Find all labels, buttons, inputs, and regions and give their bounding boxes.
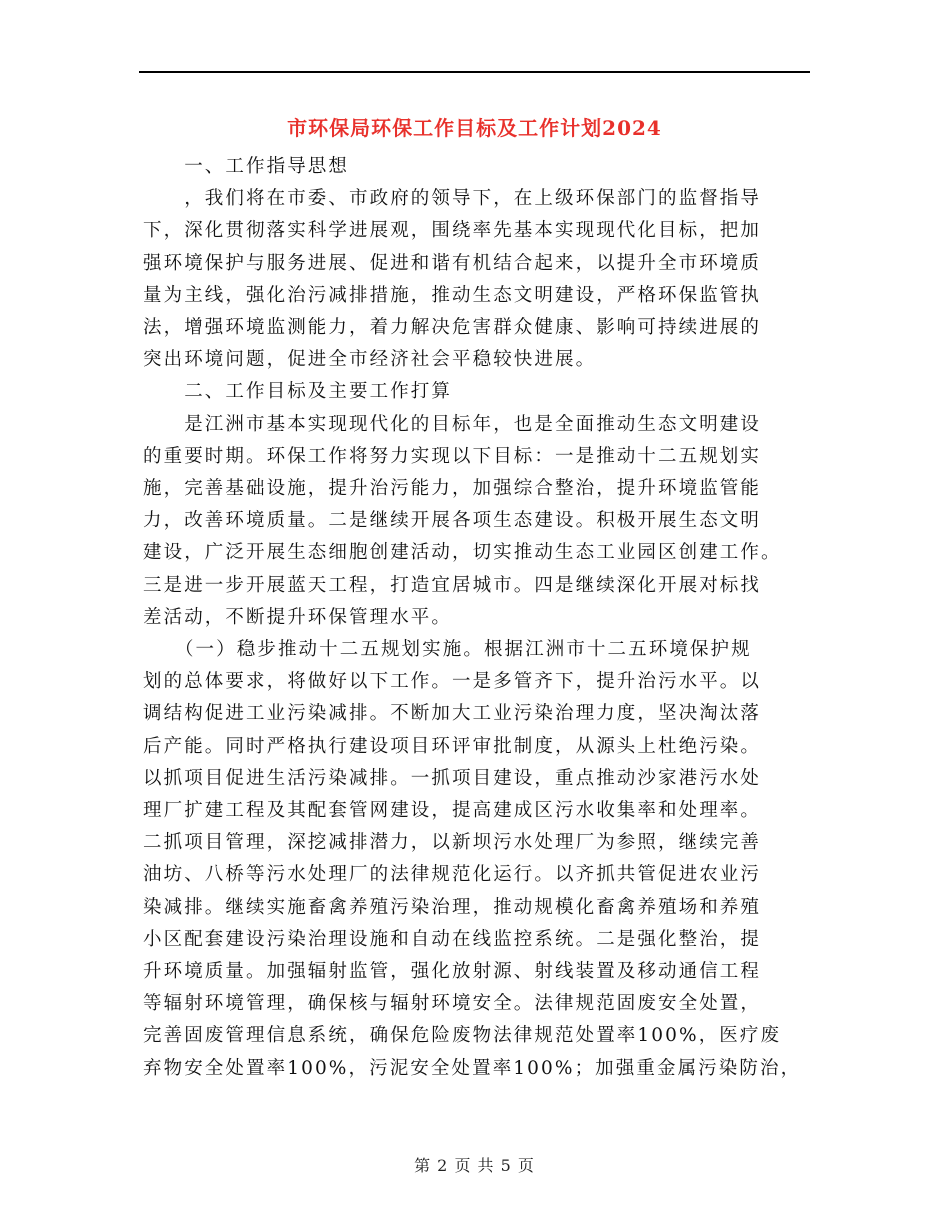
body-line: （一）稳步推动十二五规划实施。根据江洲市十二五环境保护规: [143, 639, 752, 660]
body-line: 差活动，不断提升环保管理水平。: [143, 606, 453, 628]
body-line: 理厂扩建工程及其配套管网建设，提高建成区污水收集率和处理率。: [143, 800, 762, 821]
body-line: 染减排。继续实施畜禽养殖污染治理，推动规模化畜禽养殖场和养殖: [143, 896, 762, 918]
body-line: 等辐射环境管理，确保核与辐射环境安全。法律规范固废安全处置，: [143, 993, 762, 1015]
body-line: 二抓项目管理，深挖减排潜力，以新坝污水处理厂为参照，继续完善: [143, 832, 762, 854]
body-line: 突出环境问题，促进全市经济社会平稳较快进展。: [143, 349, 597, 371]
body-line: 力，改善环境质量。二是继续开展各项生态建设。积极开展生态文明: [143, 510, 762, 532]
body-line: 法，增强环境监测能力，着力解决危害群众健康、影响可持续进展的: [143, 317, 762, 338]
body-line: 升环境质量。加强辐射监管，强化放射源、射线装置及移动通信工程: [143, 961, 762, 982]
body-line: 油坊、八桥等污水处理厂的法律规范化运行。以齐抓共管促进农业污: [143, 864, 762, 886]
body-line: 完善固废管理信息系统，确保危险废物法律规范处置率100%，医疗废: [143, 1025, 782, 1047]
body-line: 一、工作指导思想: [143, 156, 350, 177]
body-line: 划的总体要求，将做好以下工作。一是多管齐下，提升治污水平。以: [143, 671, 762, 693]
body-line: 建设，广泛开展生态细胞创建活动，切实推动生态工业园区创建工作。: [143, 542, 782, 564]
body-line: 下，深化贯彻落实科学进展观，围绕率先基本实现现代化目标，把加: [143, 220, 762, 242]
page-footer: 第 2 页 共 5 页: [414, 1156, 535, 1175]
body-line: 量为主线，强化治污减排措施，推动生态文明建设，严格环保监管执: [143, 284, 762, 306]
body-line: 的重要时期。环保工作将努力实现以下目标：一是推动十二五规划实: [143, 445, 762, 467]
body-line: 小区配套建设污染治理设施和自动在线监控系统。二是强化整治，提: [143, 928, 762, 950]
body-line: 是江洲市基本实现现代化的目标年，也是全面推动生态文明建设: [143, 413, 762, 435]
document-title: 市环保局环保工作目标及工作计划2024: [287, 116, 662, 140]
body-line: 后产能。同时严格执行建设项目环评审批制度，从源头上杜绝污染。: [143, 735, 762, 757]
header-rule: [139, 71, 810, 73]
body-line: 以抓项目促进生活污染减排。一抓项目建设，重点推动沙家港污水处: [143, 767, 762, 789]
body-line: 三是进一步开展蓝天工程，打造宜居城市。四是继续深化开展对标找: [143, 574, 762, 596]
body-line: 二、工作目标及主要工作打算: [143, 381, 453, 403]
body-line: 强环境保护与服务进展、促进和谐有机结合起来，以提升全市环境质: [143, 252, 762, 274]
body-line: 施，完善基础设施，提升治污能力，加强综合整治，提升环境监管能: [143, 478, 762, 499]
body-line: 调结构促进工业污染减排。不断加大工业污染治理力度，坚决淘汰落: [143, 703, 762, 725]
body-line: 弃物安全处置率100%，污泥安全处置率100%；加强重金属污染防治，: [143, 1057, 802, 1079]
body-line: ，我们将在市委、市政府的领导下，在上级环保部门的监督指导: [143, 188, 762, 210]
